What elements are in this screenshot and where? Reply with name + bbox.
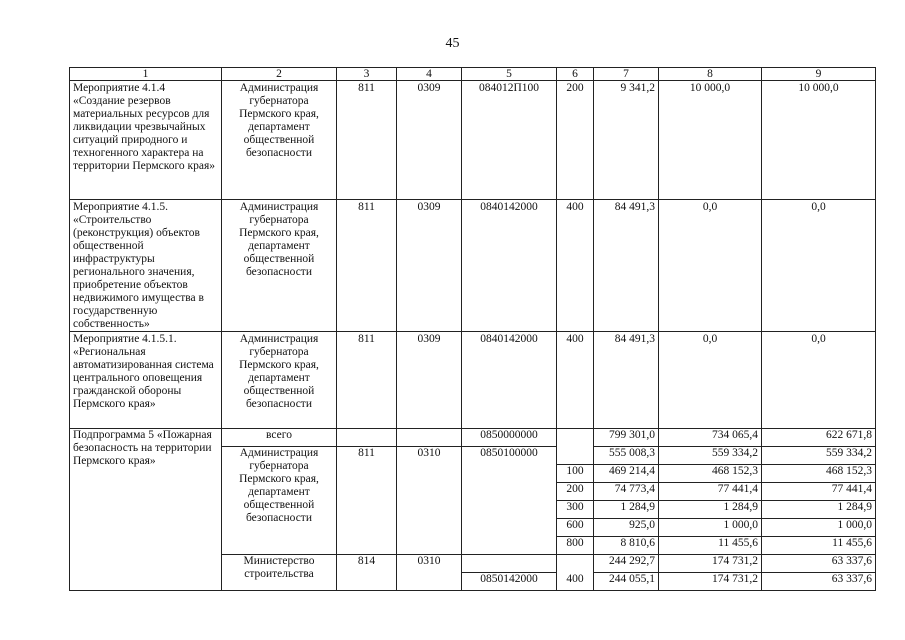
- page-number: 45: [445, 36, 460, 51]
- header-cell: 2: [222, 68, 337, 81]
- amount-col7: 84 491,3: [594, 332, 659, 429]
- amount-col9: 468 152,3: [762, 465, 876, 483]
- measure-name: Мероприятие 4.1.5.1. «Региональная автоматизированная система центрального оповещения гражданской обороны Пермского края»: [70, 332, 222, 429]
- measure-name: Мероприятие 4.1.4 «Создание резервов материальных ресурсов для ликвидации чрезвычайных ситуаций природного и техногенного характера на территории Пермского края»: [70, 81, 222, 200]
- administrator: Администрация губернатора Пермского края, департамент общественной безопасности: [222, 332, 337, 429]
- subprogram-name: Подпрограмма 5 «Пожарная безопасность на территории Пермского края»: [70, 429, 222, 591]
- amount-col7: 469 214,4: [594, 465, 659, 483]
- table-row: [70, 429, 876, 447]
- code-gr: 814: [337, 555, 397, 591]
- code-vr: 400: [557, 332, 594, 429]
- amount-col8: 77 441,4: [659, 483, 762, 501]
- code-csr: 0850000000: [462, 429, 557, 447]
- amount-col9: 77 441,4: [762, 483, 876, 501]
- code-csr: 0850142000: [462, 573, 557, 591]
- total-label: всего: [222, 429, 337, 447]
- administrator: Администрация губернатора Пермского края, департамент общественной безопасности: [222, 447, 337, 555]
- header-cell: 8: [659, 68, 762, 81]
- code-csr: 0850100000: [462, 447, 557, 555]
- amount-col7: 9 341,2: [594, 81, 659, 200]
- code-vr: 200: [557, 81, 594, 200]
- amount-col8: 1 000,0: [659, 519, 762, 537]
- amount-col9: 10 000,0: [762, 81, 876, 200]
- code-csr: 084012П100: [462, 81, 557, 200]
- code-rz: 0310: [397, 555, 462, 591]
- code-rz: 0309: [397, 81, 462, 200]
- budget-table: [69, 67, 876, 591]
- table-row: [70, 332, 876, 429]
- empty-cell: [557, 447, 594, 465]
- amount-col7: 244 292,7: [594, 555, 659, 573]
- empty-cell: [462, 555, 557, 573]
- amount-col7: 799 301,0: [594, 429, 659, 447]
- code-vr: 600: [557, 519, 594, 537]
- amount-col8: 1 284,9: [659, 501, 762, 519]
- amount-col9: 0,0: [762, 200, 876, 332]
- code-csr: 0840142000: [462, 200, 557, 332]
- administrator: Администрация губернатора Пермского края, департамент общественной безопасности: [222, 81, 337, 200]
- amount-col7: 925,0: [594, 519, 659, 537]
- code-vr: 400: [557, 573, 594, 591]
- code-csr: 0840142000: [462, 332, 557, 429]
- amount-col9: 63 337,6: [762, 555, 876, 573]
- header-cell: 5: [462, 68, 557, 81]
- code-rz: 0310: [397, 447, 462, 555]
- amount-col9: 1 000,0: [762, 519, 876, 537]
- code-gr: 811: [337, 81, 397, 200]
- code-vr: 400: [557, 200, 594, 332]
- code-vr: 100: [557, 465, 594, 483]
- amount-col7: 244 055,1: [594, 573, 659, 591]
- empty-cell: [397, 429, 462, 447]
- amount-col7: 84 491,3: [594, 200, 659, 332]
- amount-col8: 10 000,0: [659, 81, 762, 200]
- code-gr: 811: [337, 447, 397, 555]
- header-row: [70, 68, 876, 81]
- administrator: Администрация губернатора Пермского края, департамент общественной безопасности: [222, 200, 337, 332]
- empty-cell: [557, 555, 594, 573]
- amount-col9: 11 455,6: [762, 537, 876, 555]
- amount-col8: 11 455,6: [659, 537, 762, 555]
- empty-cell: [557, 429, 594, 447]
- header-cell: 3: [337, 68, 397, 81]
- amount-col8: 174 731,2: [659, 555, 762, 573]
- header-cell: 7: [594, 68, 659, 81]
- table-row: [70, 200, 876, 332]
- header-cell: 4: [397, 68, 462, 81]
- amount-col7: 74 773,4: [594, 483, 659, 501]
- code-rz: 0309: [397, 200, 462, 332]
- amount-col8: 734 065,4: [659, 429, 762, 447]
- amount-col9: 63 337,6: [762, 573, 876, 591]
- code-vr: 800: [557, 537, 594, 555]
- code-gr: 811: [337, 332, 397, 429]
- amount-col9: 622 671,8: [762, 429, 876, 447]
- empty-cell: [337, 429, 397, 447]
- amount-col8: 174 731,2: [659, 573, 762, 591]
- code-gr: 811: [337, 200, 397, 332]
- administrator: Министерство строительства: [222, 555, 337, 591]
- code-vr: 300: [557, 501, 594, 519]
- amount-col9: 1 284,9: [762, 501, 876, 519]
- amount-col8: 0,0: [659, 332, 762, 429]
- amount-col8: 0,0: [659, 200, 762, 332]
- amount-col7: 1 284,9: [594, 501, 659, 519]
- header-cell: 1: [70, 68, 222, 81]
- amount-col8: 559 334,2: [659, 447, 762, 465]
- code-vr: 200: [557, 483, 594, 501]
- header-cell: 9: [762, 68, 876, 81]
- amount-col9: 559 334,2: [762, 447, 876, 465]
- amount-col7: 555 008,3: [594, 447, 659, 465]
- table-row: [70, 81, 876, 200]
- measure-name: Мероприятие 4.1.5. «Строительство (реконструкция) объектов общественной инфраструктуры регионального значения, приобретение объектов недвижимого имущества в государственную собственность»: [70, 200, 222, 332]
- amount-col8: 468 152,3: [659, 465, 762, 483]
- amount-col9: 0,0: [762, 332, 876, 429]
- code-rz: 0309: [397, 332, 462, 429]
- amount-col7: 8 810,6: [594, 537, 659, 555]
- header-cell: 6: [557, 68, 594, 81]
